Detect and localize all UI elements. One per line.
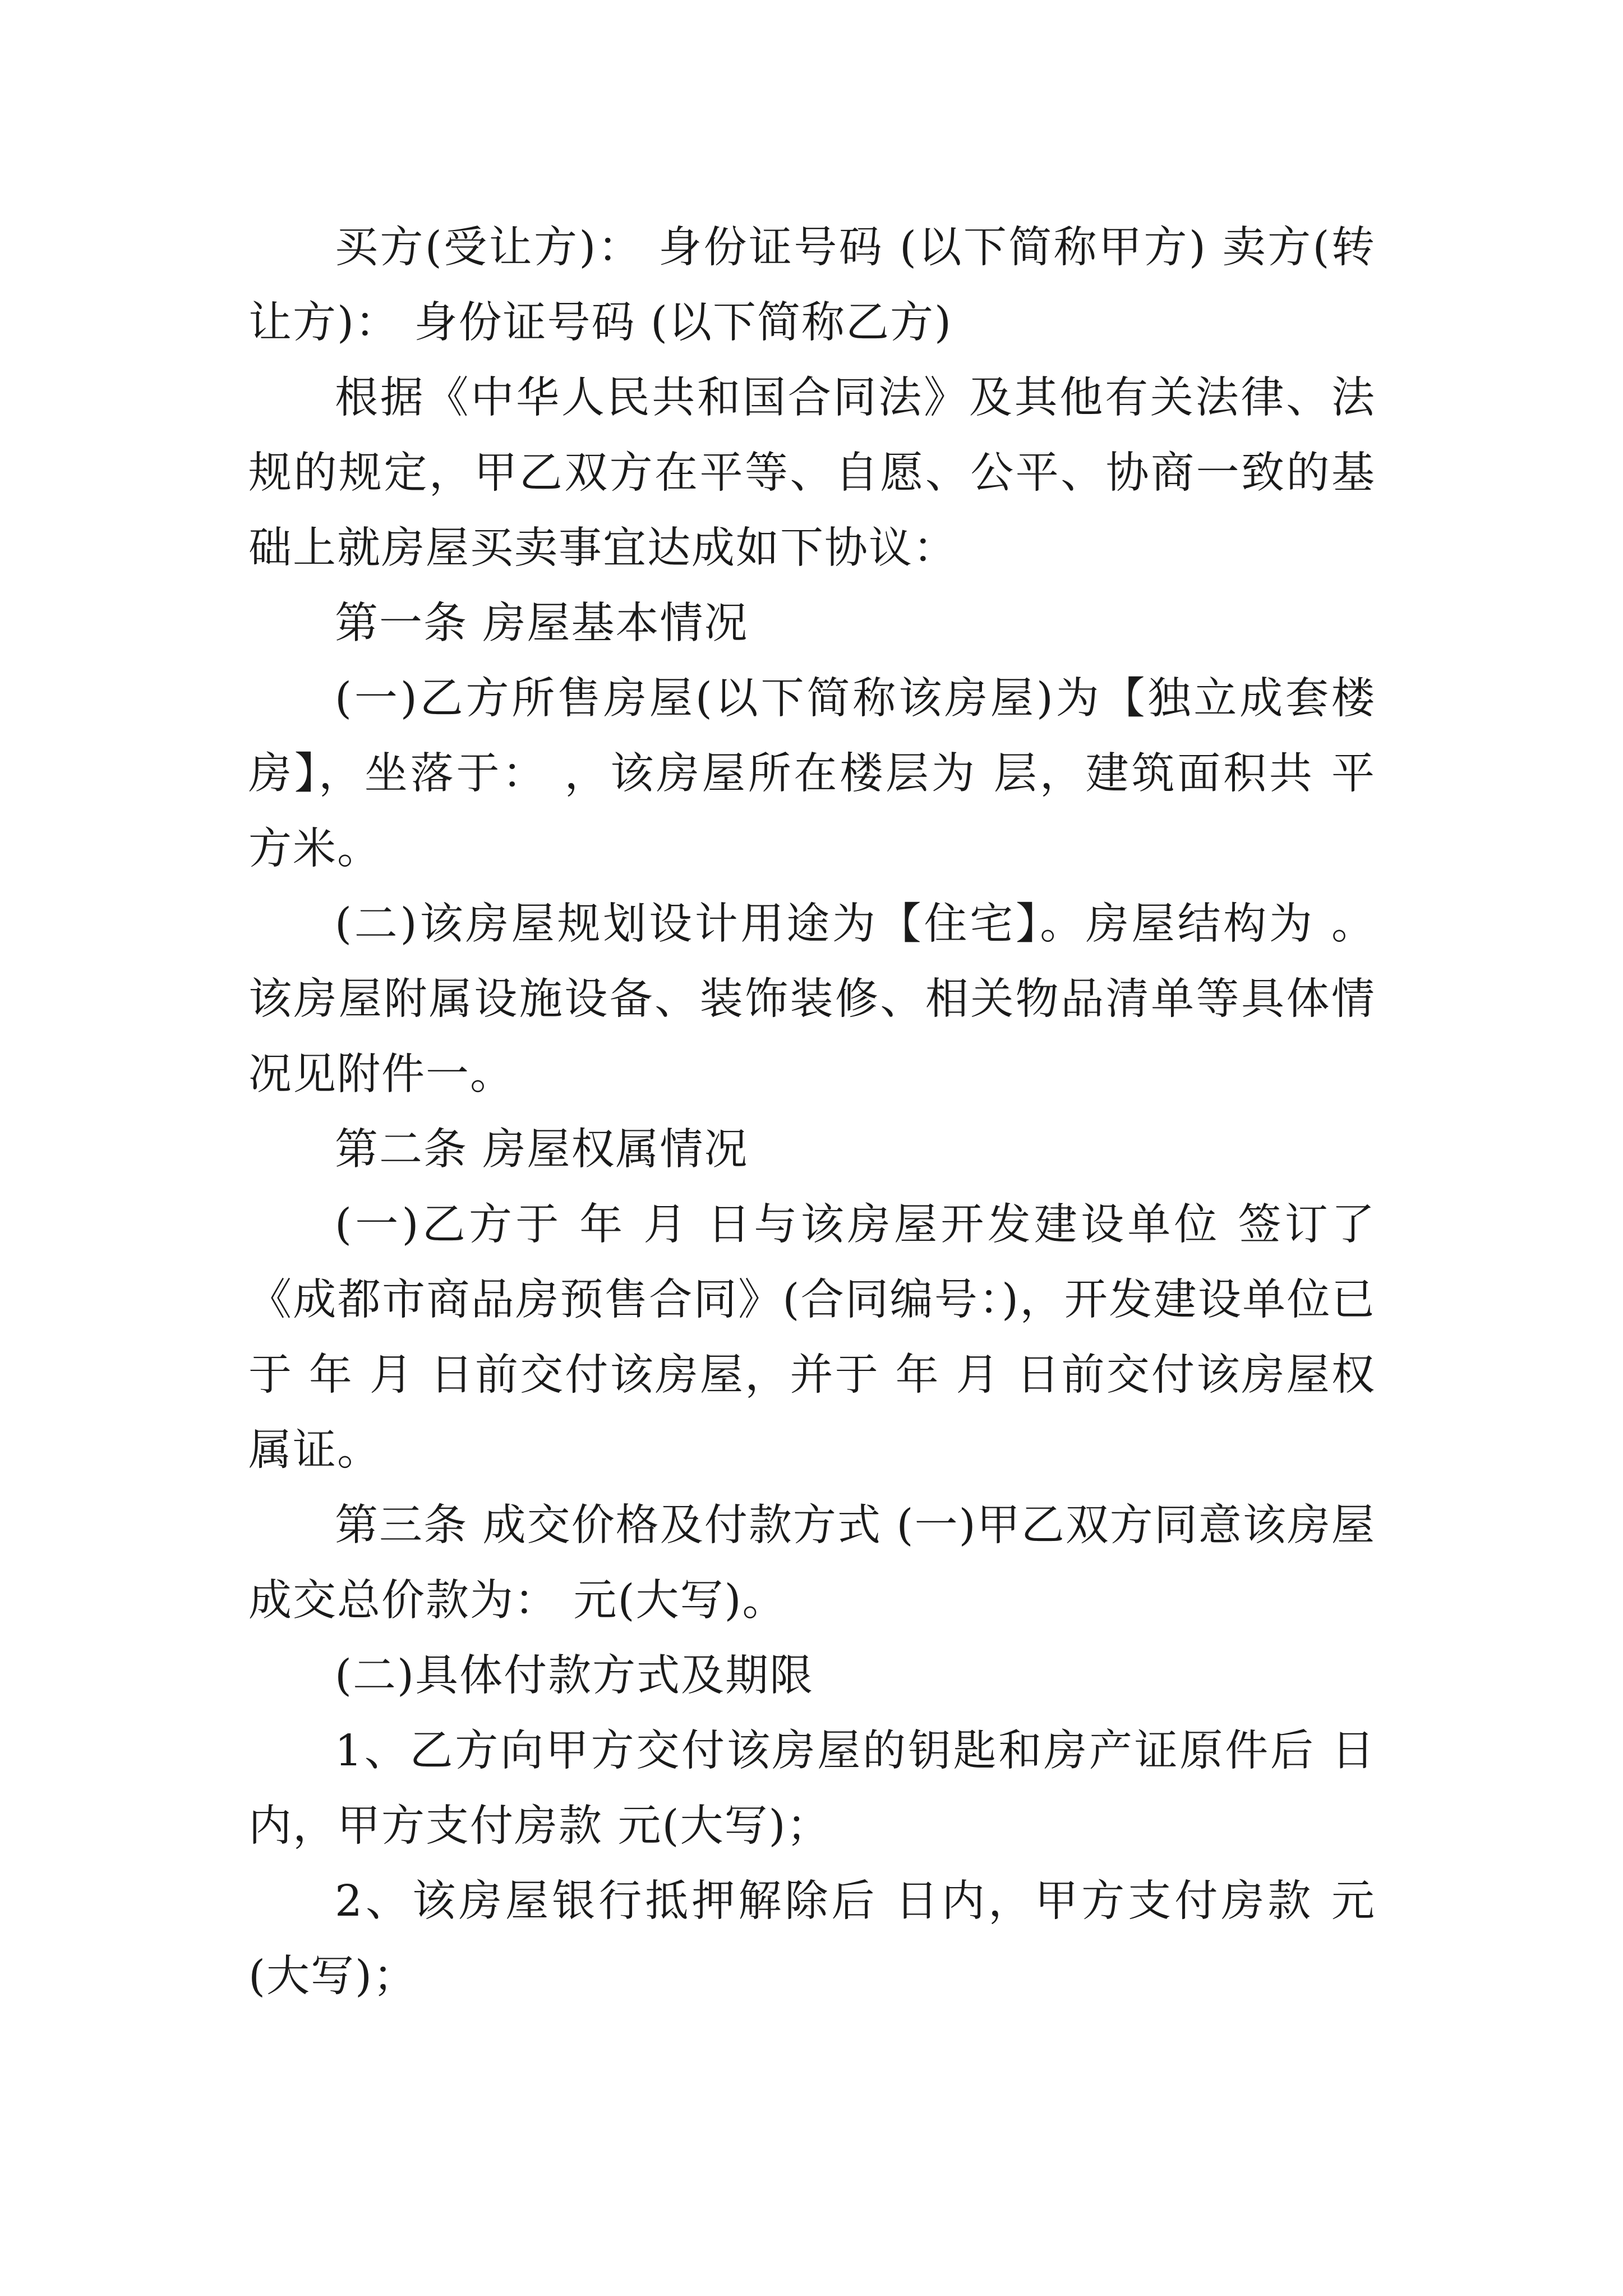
paragraph-legal-basis: 根据《中华人民共和国合同法》及其他有关法律、法规的规定，甲乙双方在平等、自愿、公平、协商一致的基础上就房屋买卖事宜达成如下协议： xyxy=(248,373,1376,573)
document-body xyxy=(248,210,1376,2014)
article-3-heading: 第三条 成交价格及付款方式 (一)甲乙双方同意该房屋成交总价款为： 元(大写)。 xyxy=(248,1501,1376,1626)
payment-item-1: 1、乙方向甲方交付该房屋的钥匙和房产证原件后 日内，甲方支付房款 元(大写)； xyxy=(248,1726,1376,1851)
article-1-clause-2: (二)该房屋规划设计用途为【住宅】。房屋结构为 。该房屋附属设施设备、装饰装修、相关物品清单等具体情况见附件一。 xyxy=(248,899,1376,1099)
paragraph-parties: 买方(受让方)： 身份证号码 (以下简称甲方) 卖方(转让方)： 身份证号码 (以下简称乙方) xyxy=(248,223,1376,348)
article-3-clause-2: (二)具体付款方式及期限 xyxy=(335,1651,814,1701)
payment-item-2: 2、该房屋银行抵押解除后 日内，甲方支付房款 元(大写)； xyxy=(248,1876,1376,2001)
article-2-clause-1: (一)乙方于 年 月 日与该房屋开发建设单位 签订了《成都市商品房预售合同》(合同编号：)，开发建设单位已于 年 月 日前交付该房屋，并于 年 月 日前交付该房屋权属证。 xyxy=(248,1200,1376,1475)
article-1-heading: 第一条 房屋基本情况 xyxy=(335,599,749,648)
article-1-clause-1: (一)乙方所售房屋(以下简称该房屋)为【独立成套楼房】，坐落于： ，该房屋所在楼层为 层，建筑面积共 平方米。 xyxy=(248,674,1376,874)
article-2-heading: 第二条 房屋权属情况 xyxy=(335,1125,749,1175)
